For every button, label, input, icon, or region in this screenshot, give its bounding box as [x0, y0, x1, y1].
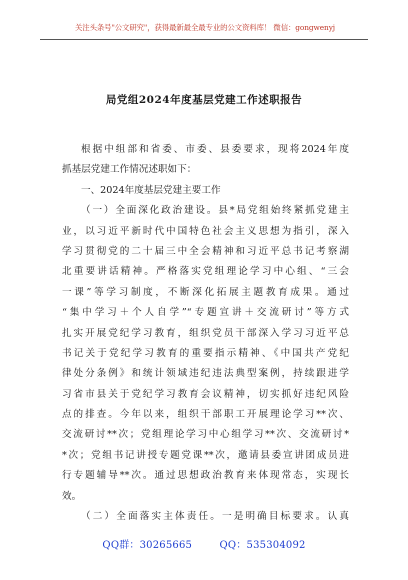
body-line: 一课”等学习制度，不断深化拓展主题教育成果。通过 [62, 286, 349, 298]
body-line: 行专题辅导**次。通过思想政治教育来体现常态，实现长 [62, 470, 349, 482]
body-line: *次；党组书记讲授专题党课**次，邀请县委宣讲团成员进 [62, 449, 349, 461]
document-title: 局党组2024年度基层党建工作述职报告 [105, 94, 303, 106]
footer-contact [0, 536, 408, 551]
body-line: 书记关于党纪学习教育的重要指示精神、《中国共产党纪 [62, 347, 349, 359]
body-line: （二）全面落实主体责任。一是明确目标要求。认真 [81, 511, 349, 523]
body-line: 业，以习近平新时代中国特色社会主义思想为指引，深入 [62, 225, 349, 237]
body-line: 根据中组部和省委、市委、县委要求，现将2024年度 [81, 144, 349, 155]
qq-number: QQ：535304092 [219, 540, 306, 551]
body-line: 扎实开展党纪学习教育，组织党员干部深入学习习近平总 [62, 327, 349, 339]
body-line: 交流研讨**次；党组理论学习中心组学习**次、交流研讨* [62, 429, 349, 441]
body-line: 律处分条例》和统计领域违纪违法典型案例，持续跟进学 [62, 368, 349, 380]
body-line: 习省市县关于党纪学习教育会议精神，切实抓好违纪风险 [62, 388, 349, 400]
body-line: 学习贯彻党的二十届三中全会精神和习近平总书记考察湖 [62, 245, 349, 257]
document-body [62, 140, 349, 527]
header-divider [40, 39, 368, 40]
qq-group-number: QQ群：30265665 [102, 540, 193, 551]
section-heading: 一、2024年度基层党建主要工作 [81, 184, 221, 196]
body-line: “集中学习＋个人自学”“专题宣讲＋交流研讨”等方式 [62, 307, 349, 319]
body-line: 北重要讲话精神。严格落实党组理论学习中心组、“三会 [62, 266, 349, 278]
body-line: 点的排查。今年以来，组织干部职工开展理论学习**次、 [62, 409, 349, 421]
body-line: 抓基层党建工作情况述职如下： [62, 164, 197, 176]
body-line: （一）全面深化政治建设。县*局党组始终紧抓党建主 [81, 205, 349, 217]
header-banner: 关注头条号"公文研究"，获得最新最全最专业的公文资料库！ 微信：gongwenyj [75, 23, 335, 32]
body-line: 效。 [62, 490, 82, 502]
